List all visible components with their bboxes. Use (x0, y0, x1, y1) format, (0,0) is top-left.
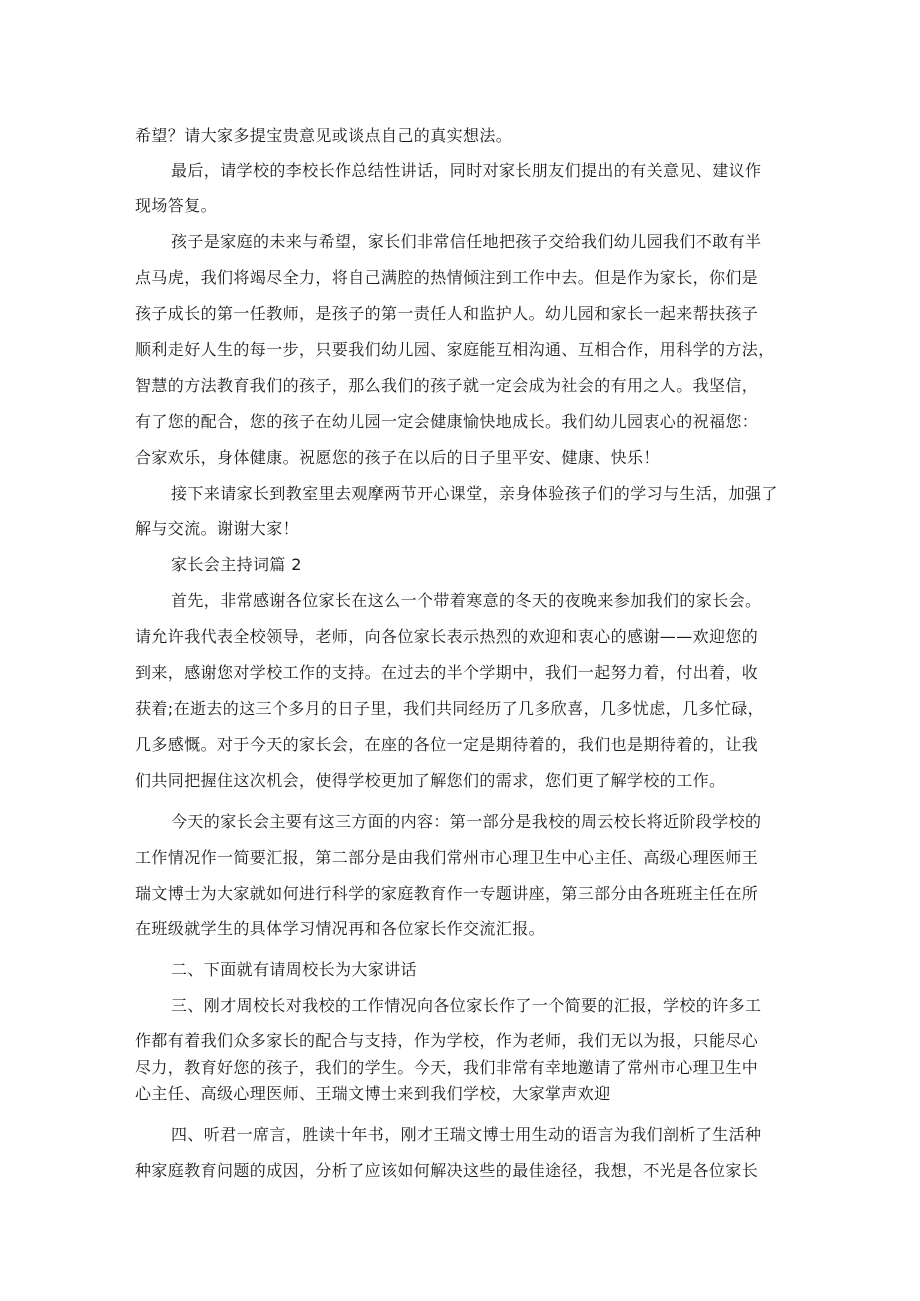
text-line: 瑞文博士为大家就如何进行科学的家庭教育作一专题讲座，第三部分由各班班主任在所 (135, 884, 759, 903)
text-line: 四、听君一席言，胜读十年书，刚才王瑞文博士用生动的语言为我们剖析了生活种 (171, 1125, 762, 1144)
text-line: 合家欢乐，身体健康。祝愿您的孩子在以后的日子里平安、健康、快乐！ (135, 448, 660, 467)
text-line: 孩子是家庭的未来与希望，家长们非常信任地把孩子交给我们幼儿园我们不敢有半 (171, 232, 762, 251)
text-line: 有了您的配合，您的孩子在幼儿园一定会健康愉快地成长。我们幼儿园衷心的祝福您： (135, 412, 759, 431)
text-line: 顺利走好人生的每一步，只要我们幼儿园、家庭能互相沟通、互相合作，用科学的方法， (135, 340, 775, 359)
text-line: 现场答复。 (135, 196, 218, 215)
text-line: 们共同把握住这次机会，使得学校更加了解您们的需求，您们更了解学校的工作。 (135, 771, 726, 790)
text-line: 在班级就学生的具体学习情况再和各位家长作交流汇报。 (135, 919, 546, 938)
text-line: 今天的家长会主要有这三方面的内容：第一部分是我校的周云校长将近阶段学校的 (171, 812, 762, 831)
text-line: 作都有着我们众多家长的配合与支持，作为学校，作为老师，我们无以为报，只能尽心 (135, 1031, 759, 1050)
text-line: 几多感慨。对于今天的家长会，在座的各位一定是期待着的，我们也是期待着的，让我 (135, 735, 759, 754)
section-heading: 家长会主持词篇 2 (171, 555, 302, 574)
text-line: 二、下面就有请周校长为大家讲话 (171, 960, 418, 979)
text-line: 首先，非常感谢各位家长在这么一个带着寒意的冬天的夜晚来参加我们的家长会。 (171, 591, 762, 610)
text-line: 解与交流。谢谢大家！ (135, 519, 300, 538)
text-line: 到来，感谢您对学校工作的支持。在过去的半个学期中，我们一起努力着，付出着，收 (135, 663, 759, 682)
text-line: 希望？请大家多提宝贵意见或谈点自己的真实想法。 (135, 126, 513, 145)
text-line: 点马虎，我们将竭尽全力，将自己满腔的热情倾注到工作中去。但是作为家长，你们是 (135, 268, 759, 287)
text-line: 接下来请家长到教室里去观摩两节开心课堂，亲身体验孩子们的学习与生活，加强了 (171, 484, 778, 503)
text-line: 工作情况作一简要汇报，第二部分是由我们常州市心理卫生中心主任、高级心理医师王 (135, 848, 759, 867)
text-line: 尽力，教育好您的孩子，我们的学生。今天，我们非常有幸地邀请了常州市心理卫生中 (135, 1058, 759, 1077)
text-line: 最后，请学校的李校长作总结性讲话，同时对家长朋友们提出的有关意见、建议作 (171, 161, 762, 180)
text-line: 种家庭教育问题的成因，分析了应该如何解决这些的最佳途径，我想，不光是各位家长 (135, 1161, 759, 1180)
text-line: 心主任、高级心理医师、王瑞文博士来到我们学校，大家掌声欢迎 (135, 1084, 611, 1103)
text-line: 智慧的方法教育我们的孩子，那么我们的孩子就一定会成为社会的有用之人。我坚信， (135, 376, 759, 395)
text-line: 获着;在逝去的这三个多月的日子里，我们共同经历了几多欣喜，几多忧虑，几多忙碌， (135, 699, 764, 718)
text-line: 请允许我代表全校领导，老师，向各位家长表示热烈的欢迎和衷心的感谢——欢迎您的 (135, 627, 759, 646)
text-line: 三、刚才周校长对我校的工作情况向各位家长作了一个简要的汇报，学校的许多工 (171, 996, 762, 1015)
text-line: 孩子成长的第一任教师，是孩子的第一责任人和监护人。幼儿园和家长一起来帮扶孩子 (135, 304, 759, 323)
